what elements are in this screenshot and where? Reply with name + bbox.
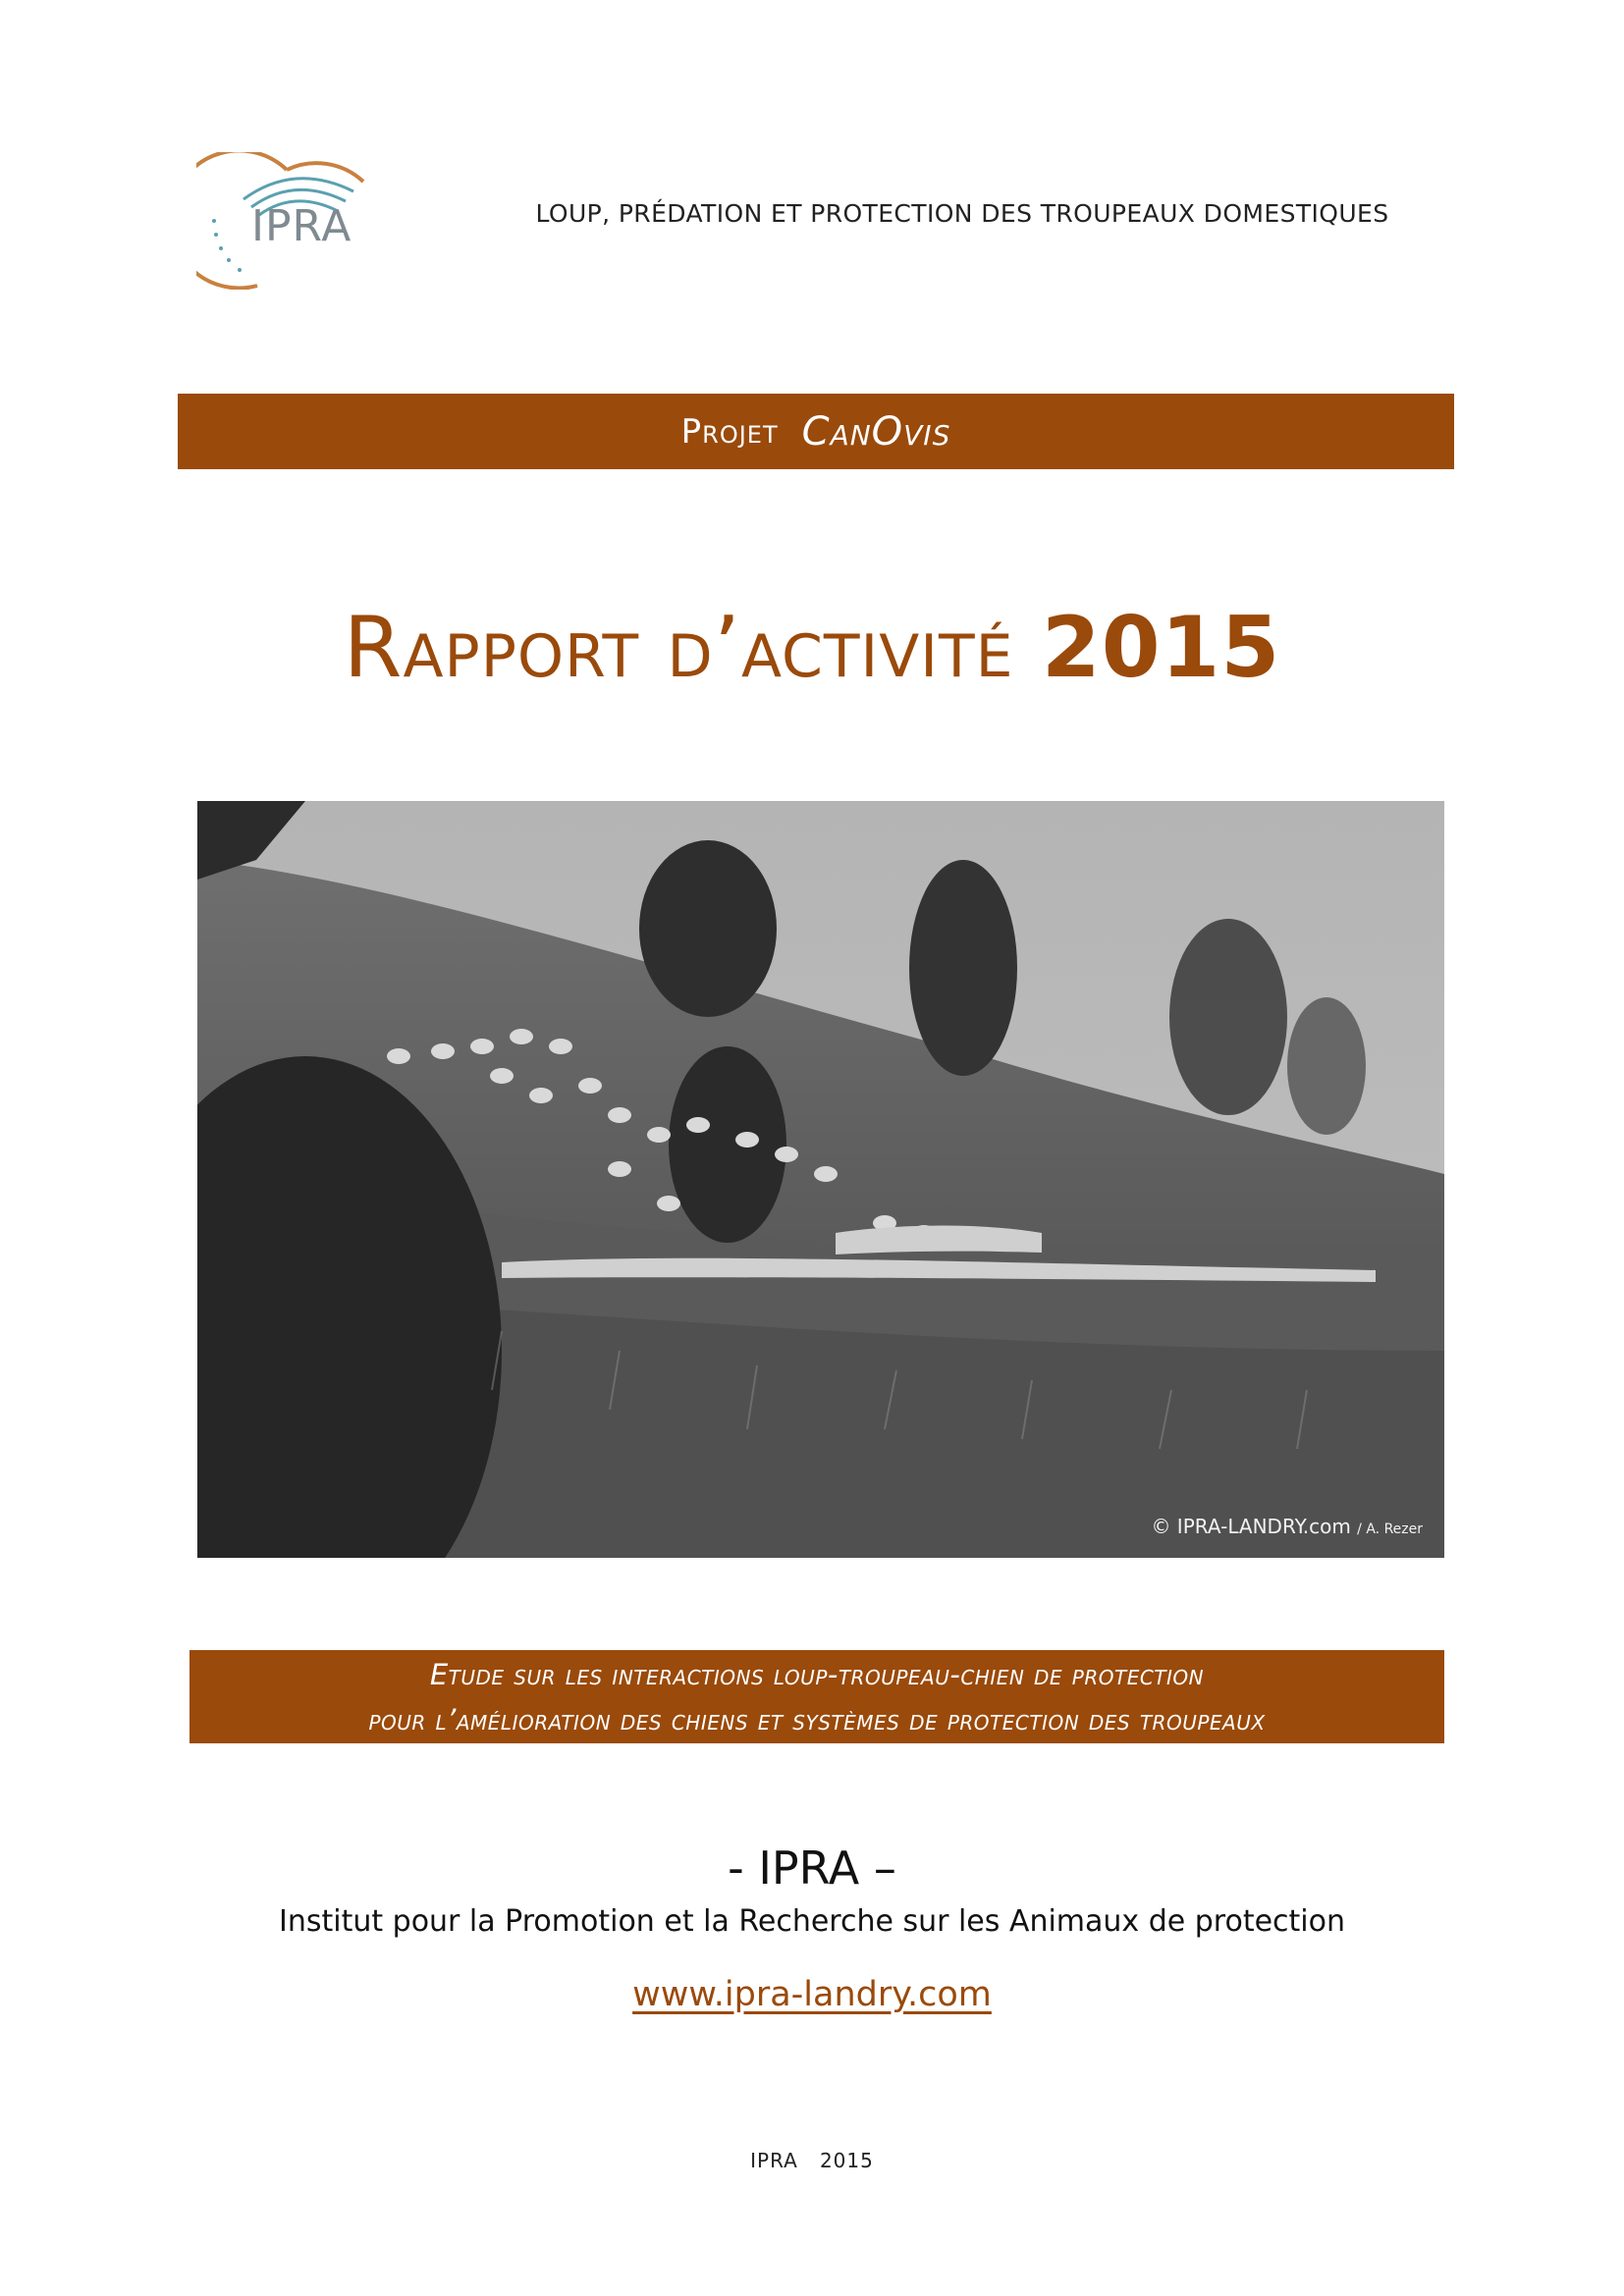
report-year: 2015 — [1041, 599, 1281, 697]
page-footer: IPRA 2015 — [750, 2149, 874, 2172]
report-title — [0, 599, 1624, 697]
report-title-text: Rapport d’activité — [343, 599, 1014, 697]
photo-credit-text: © IPRA-LANDRY.com — [1151, 1515, 1351, 1538]
website-link[interactable]: www.ipra-landry.com — [632, 1975, 992, 2014]
organization-short: - IPRA – — [728, 1842, 896, 1895]
sheep-hillside-image — [197, 801, 1444, 1558]
logo-text: IPRA — [251, 201, 352, 251]
ipra-logo — [196, 152, 373, 290]
cover-photo — [197, 801, 1444, 1558]
study-line-2: pour l’amélioration des chiens et systèmes de protection des troupeaux — [368, 1702, 1266, 1736]
study-banner — [189, 1650, 1444, 1743]
study-line-1: Etude sur les interactions loup-troupeau-chien de protection — [429, 1657, 1205, 1691]
photo-credit-author: / A. Rezer — [1357, 1522, 1423, 1537]
photo-credit — [1151, 1515, 1423, 1538]
organization-full: Institut pour la Promotion et la Recherche sur les Animaux de protection — [278, 1904, 1346, 1939]
project-banner — [178, 394, 1454, 469]
project-name: CanOvis — [801, 408, 951, 454]
header-title: LOUP, PRÉDATION ET PROTECTION DES TROUPEAUX DOMESTIQUES — [535, 199, 1389, 228]
project-prefix: Projet — [680, 411, 779, 452]
